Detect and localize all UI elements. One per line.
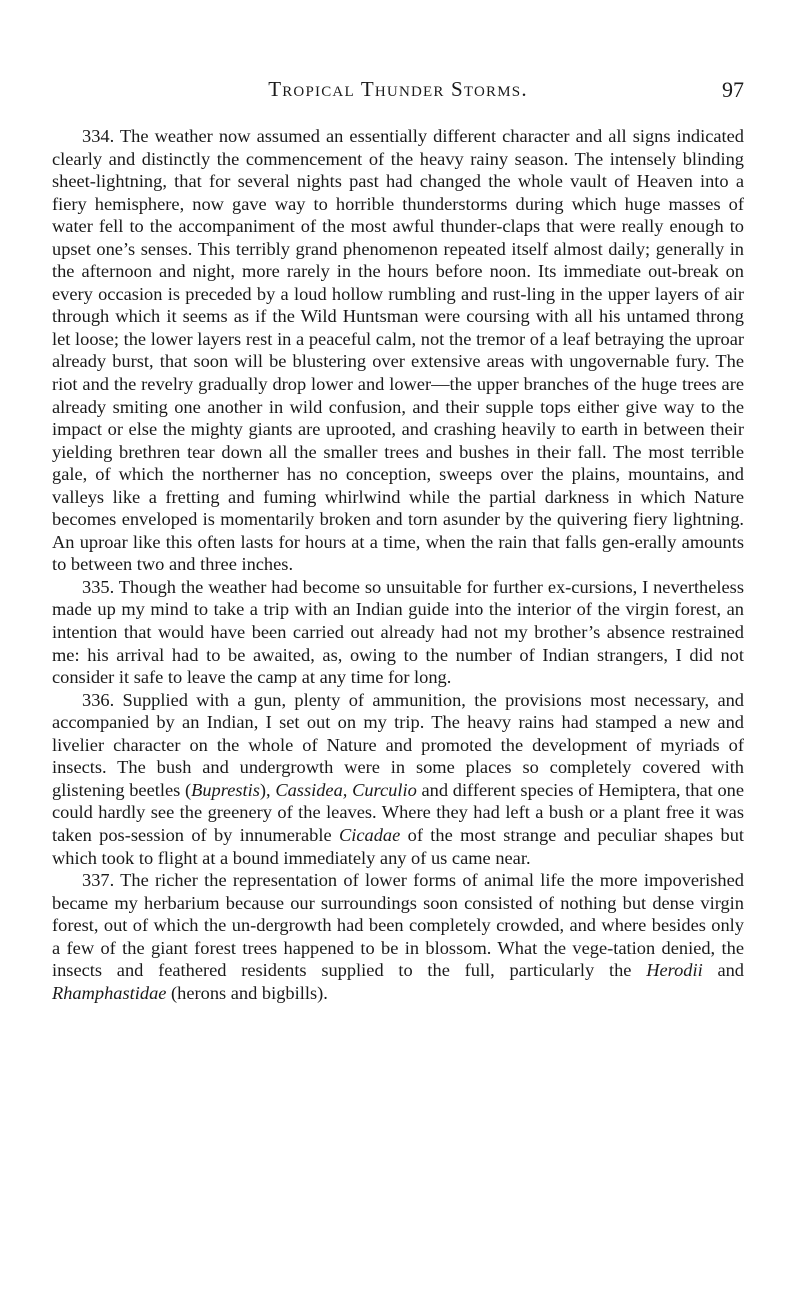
paragraph-335: 335. Though the weather had become so unsuitable for further ex-cursions, I nevertheless made up my mind to take a trip with an Indian guide into the interior of the virgin forest, an intention that would have been carried out already had not my brother’s absence restrained me: his arrival had to be awaited, as, owing to the number of Indian strangers, I did not consider it safe to leave the camp at any time for long. xyxy=(52,576,744,688)
paragraph-text: and different species of Hemiptera, that one could hardly see the greenery of the leaves. Where they had left a bush or a plant free it was taken pos-session of by innumerable xyxy=(52,779,744,845)
paragraph-336 xyxy=(52,689,744,869)
paragraph-337 xyxy=(52,869,744,1004)
paragraph-text: of the most strange and peculiar shapes but which took to flight at a bound immediately any of us came near. xyxy=(52,824,744,868)
paragraph-334: 334. The weather now assumed an essentially different character and all signs indicated clearly and distinctly the commencement of the heavy rainy season. The intensely blinding sheet-lightning, that for several nights past had changed the whole vault of Heaven into a fiery hemisphere, now gave way to horrible thunderstorms during which huge masses of water fell to the accompaniment of the most awful thunder-claps that were really enough to upset one’s senses. This terribly grand phenomenon repeated itself almost daily; generally in the afternoon and night, more rarely in the hours before noon. Its immediate out-break on every occasion is preceded by a loud hollow rumbling and rust-ling in the upper layers of air through which it seems as if the Wild Huntsman were coursing with all his untamed throng let loose; the lower layers rest in a peaceful calm, not the tremor of a leaf betraying the uproar already burst, that soon will be blustering over extensive areas with ungovernable fury. The riot and the revelry gradually drop lower and lower—the upper branches of the huge trees are already smiting one another in wild confusion, and their supple tops either give way to the impact or else the mighty giants are uprooted, and crashing heavily to earth in between their yielding brethren tear down all the smaller trees and bushes in their fall. The most terrible gale, of which the northerner has no conception, sweeps over the plains, mountains, and valleys like a fretting and fuming whirlwind while the partial darkness in which Nature becomes enveloped is momentarily broken and torn asunder by the quivering fiery lightning. An uproar like this often lasts for hours at a time, when the rain that falls gen-erally amounts to between two and three inches. xyxy=(52,126,744,575)
taxon-name: Rhamphastidae xyxy=(52,982,167,1003)
body-text xyxy=(52,125,744,1004)
taxon-name: Cicadae xyxy=(338,824,401,845)
taxon-name: Herodii xyxy=(646,960,703,981)
paragraph-text: ), xyxy=(259,779,276,800)
page-number: 97 xyxy=(722,77,744,102)
paragraph-text: and xyxy=(702,960,745,981)
paragraph-text: 337. The richer the representation of lower forms of animal life the more impoverished became my herbarium because our surroundings soon consisted of nothing but dense virgin forest, out of which the un-dergrowth had been completely crowded, and where besides only a few of the giant forest trees happened to be in blossom. What the vege-tation denied, the insects and feathered residents supplied to the full, particularly the xyxy=(52,870,744,981)
paragraph-text: (herons and bigbills). xyxy=(166,982,328,1003)
page-header xyxy=(52,77,744,111)
taxon-name: Buprestis xyxy=(191,779,260,800)
running-title: Tropical Thunder Storms. xyxy=(268,77,528,101)
paragraph-text: 336. Supplied with a gun, plenty of ammunition, the provisions most necessary, and accompanied by an Indian, I set out on my trip. The heavy rains had stamped a new and livelier character on the whole of Nature and promoted the development of myriads of insects. The bush and undergrowth were in some places so completely covered with glistening beetles ( xyxy=(52,689,744,800)
taxon-name: Cassidea, Curculio xyxy=(275,779,417,800)
